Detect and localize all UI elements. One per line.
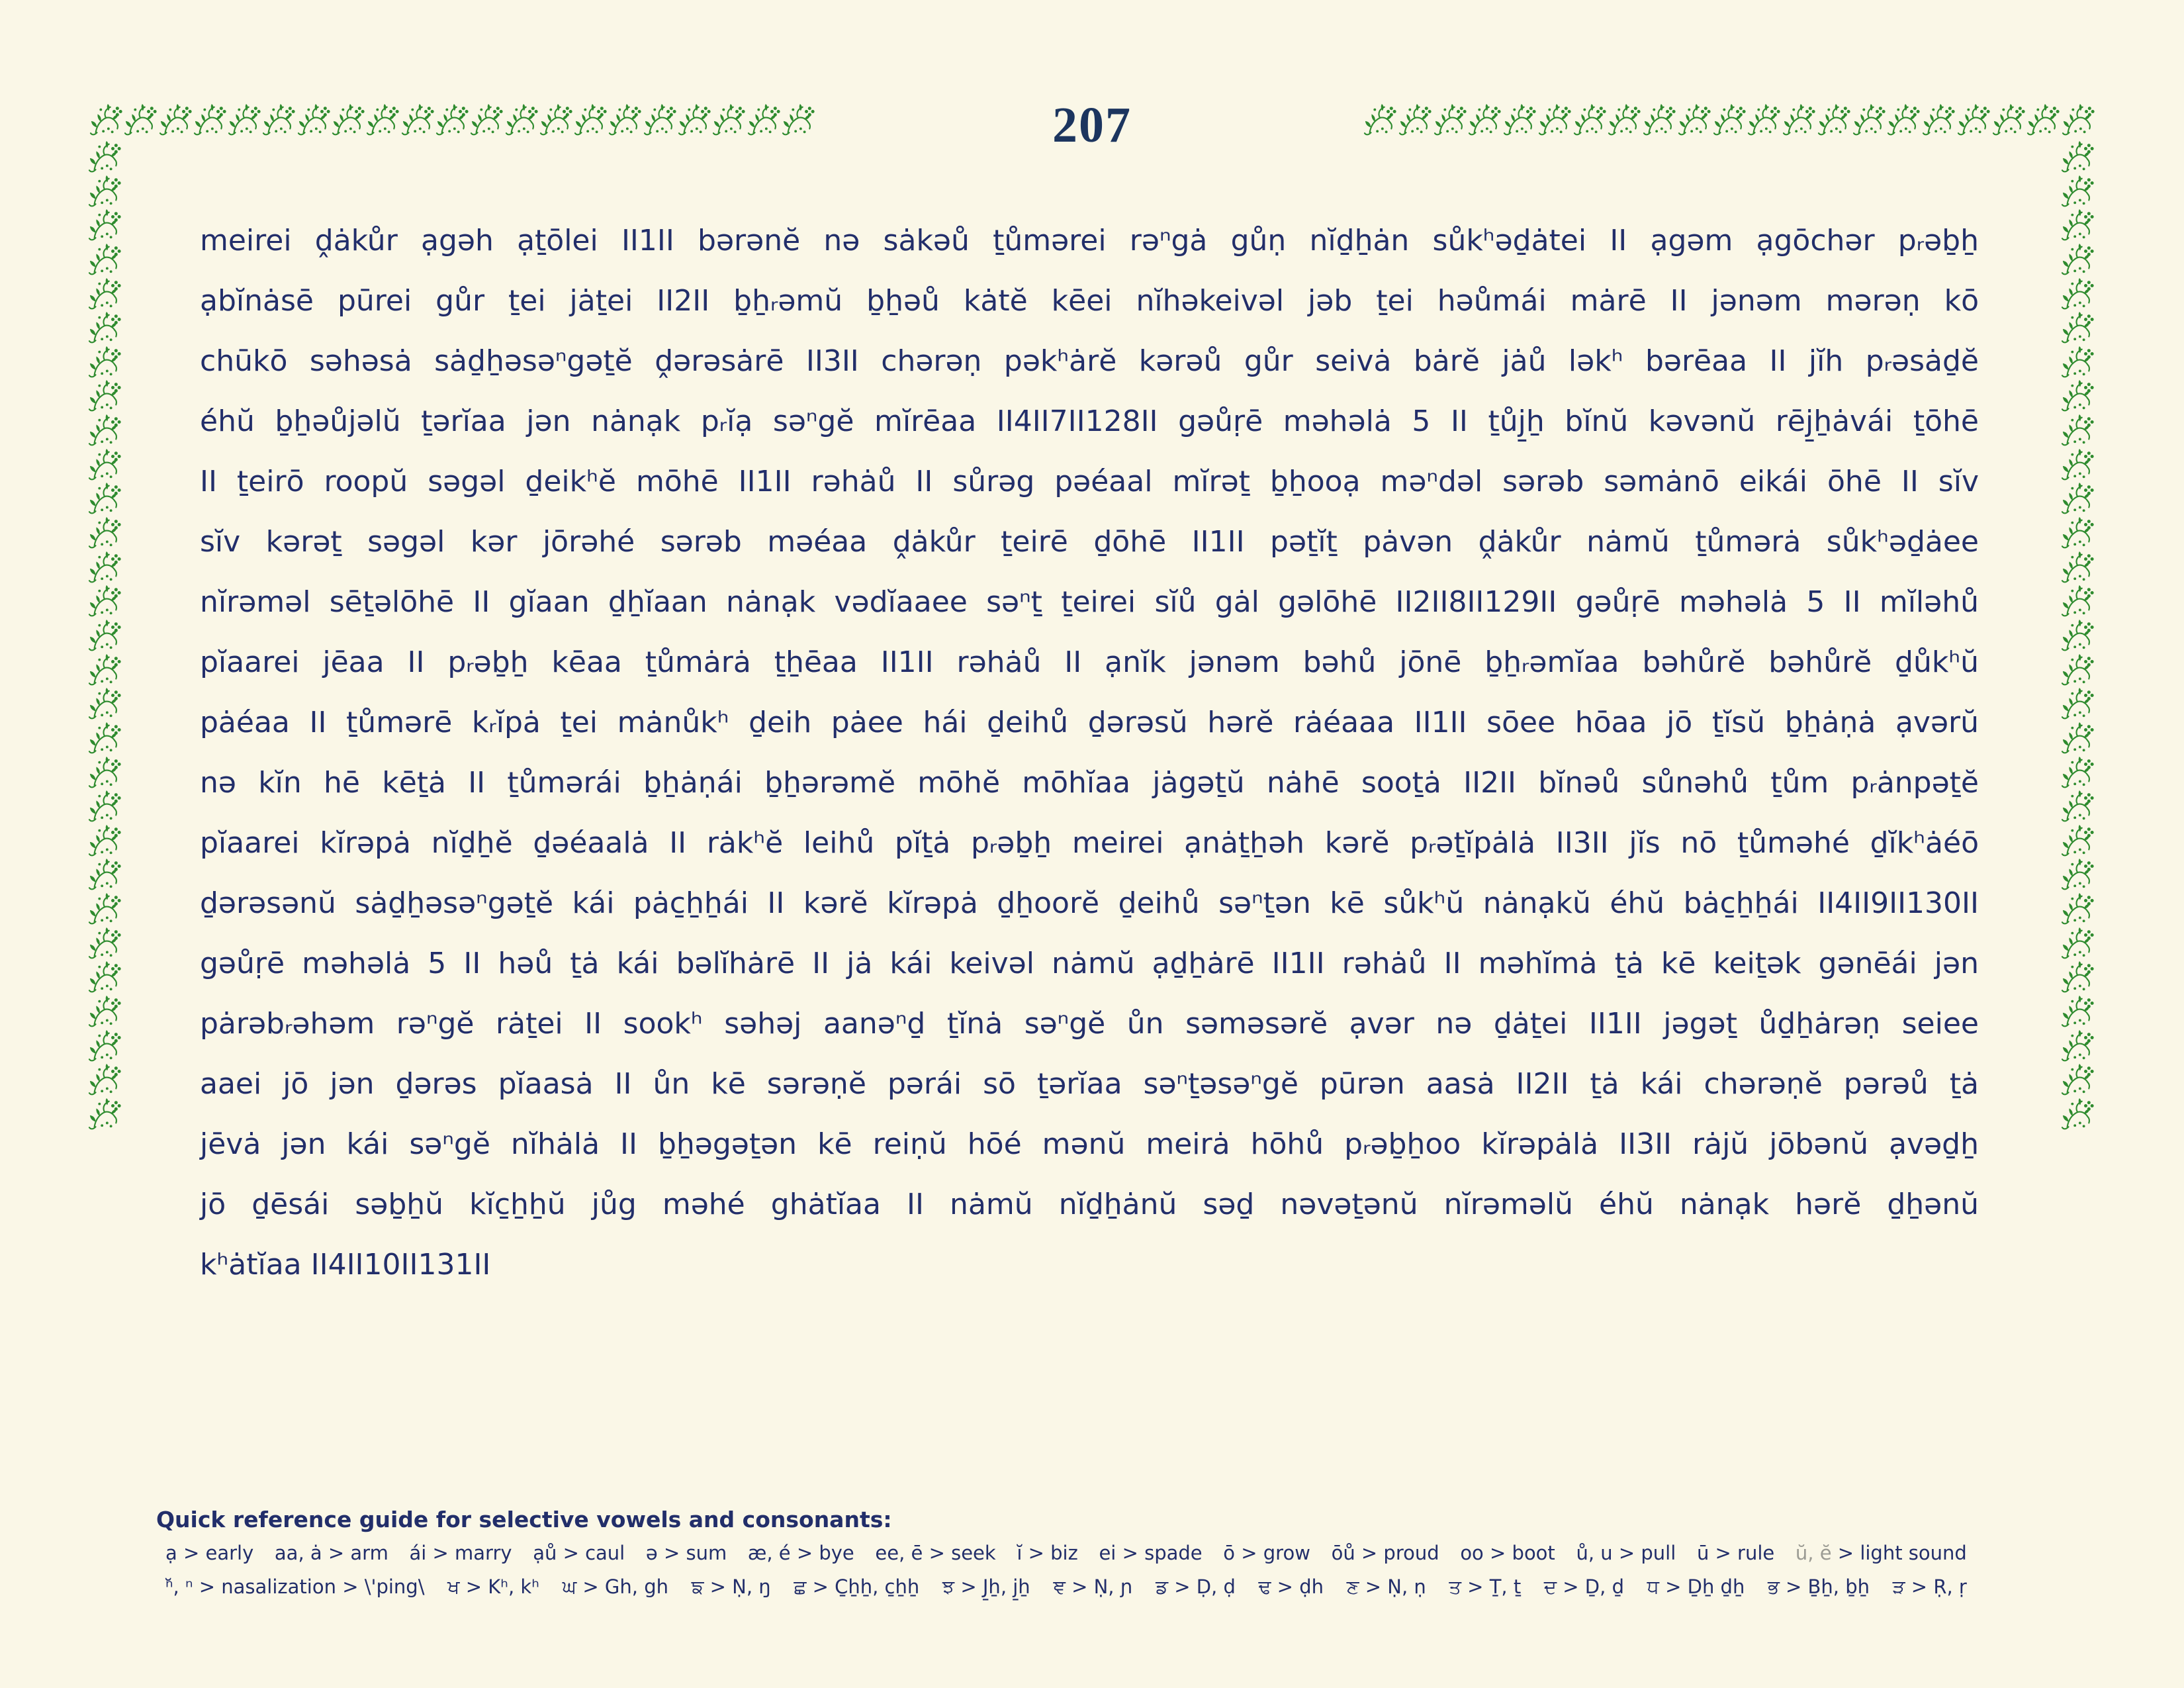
body-text-line: ḏərəsənŭ sȧḏẖəsəⁿgəṯĕ kái pȧc̱ẖẖái II kərĕ kĭrəpȧ ḏẖoorĕ ḏeihů səⁿṯən kē sůkʰŭ nȧnạkŭ éhŭ bȧc̱ẖẖái II4II9II130II xyxy=(200,886,1979,920)
vowel-guide-entry xyxy=(1796,1536,1967,1570)
floral-ornament xyxy=(2061,209,2094,242)
floral-ornament xyxy=(2061,995,2094,1028)
consonant-guide-entry: ਣ > Ṇ, ṇ xyxy=(1346,1575,1426,1598)
vowel-guide-entry: ū > rule xyxy=(1696,1542,1775,1564)
floral-ornament xyxy=(88,1063,121,1096)
floral-ornament xyxy=(2061,892,2094,925)
floral-ornament xyxy=(2061,516,2094,549)
transliteration-text-block xyxy=(200,211,1979,1295)
floral-ornament xyxy=(2061,175,2094,208)
consonant-guide-entry: ਛ > C̱ẖẖ, c̱ẖẖ xyxy=(794,1575,920,1598)
consonant-guide-entry: ⁿ̆, ⁿ > nasalization > \'ping\ xyxy=(165,1575,425,1598)
guide-consonant-row xyxy=(165,1570,1967,1603)
floral-ornament xyxy=(88,619,121,652)
consonant-guide-entry: ਡ > Ḍ, ḍ xyxy=(1156,1575,1236,1598)
guide-entry-text: > light sound xyxy=(1831,1542,1967,1564)
floral-ornament xyxy=(2061,243,2094,276)
left-floral-border xyxy=(88,140,122,1131)
vowel-guide-entry: ōů > proud xyxy=(1331,1542,1439,1564)
floral-ornament xyxy=(2061,961,2094,994)
vowel-guide-entry: æ, é > bye xyxy=(747,1542,854,1564)
floral-ornament xyxy=(88,824,121,857)
floral-ornament xyxy=(88,277,121,310)
body-text-line: jō ḏēsái səḇẖŭ kĭc̱ẖẖŭ jůg məhé ghȧtĭaa II nȧmŭ nĭḏẖȧnŭ səḏ nəvəṯənŭ nĭrəməlŭ éhŭ nȧnạk hərĕ ḏẖənŭ xyxy=(200,1188,1979,1221)
body-text-line: nə kĭn hē kēṯȧ II ṯůmərái ḇẖȧṇái ḇẖərəmĕ mōhĕ mōhĭaa jȧgəṯŭ nȧhē sooṯȧ II2II bĭnəů sůnəhů ṯům pᵣȧnpəṯĕ xyxy=(200,766,1979,800)
floral-ornament xyxy=(88,414,121,447)
floral-ornament xyxy=(2061,414,2094,447)
body-text-line: nĭrəməl sēṯəlōhē II gĭaan ḏẖĭaan nȧnạk vədĭaaee səⁿṯ ṯeirei sĭů gȧl gəlōhē II2II8II129II gəůṛē məhəlȧ 5 II mĭləhů xyxy=(200,585,1979,619)
floral-ornament xyxy=(2061,277,2094,310)
vowel-guide-entry: ĭ > biz xyxy=(1017,1542,1078,1564)
floral-ornament xyxy=(88,1098,121,1131)
floral-ornament xyxy=(88,551,121,584)
consonant-guide-entry: ਢ > ḍh xyxy=(1258,1575,1324,1598)
floral-ornament xyxy=(88,722,121,755)
floral-ornament xyxy=(88,790,121,823)
floral-ornament xyxy=(2061,551,2094,584)
floral-ornament xyxy=(88,516,121,549)
body-text-line: sĭv kərəṯ səgəl kər jōrəhé sərəb məéaa ḓȧkůr ṯeirē ḏōhē II1II pəṯĭṯ pȧvən ḓȧkůr nȧmŭ ṯůmərȧ sůkʰəḏȧee xyxy=(200,525,1979,559)
light-sound-letters: ŭ, ĕ xyxy=(1795,1542,1832,1564)
floral-ornament xyxy=(88,858,121,891)
consonant-guide-entry: ਖ > Kʰ, kʰ xyxy=(447,1575,539,1598)
floral-ornament xyxy=(2061,619,2094,652)
body-text-line: pĭaarei jēaa II pᵣəḇẖ kēaa ṯůmȧrȧ ṯẖēaa II1II rəhȧů II ạnĭk jənəm bəhů jōnē ḇẖᵣəmĭaa bəhůrĕ bəhůrĕ ḏůkʰŭ xyxy=(200,645,1979,679)
consonant-guide-entry: ਤ > Ṯ, ṯ xyxy=(1449,1575,1522,1598)
vowel-guide-entry: ə > sum xyxy=(645,1542,727,1564)
floral-ornament xyxy=(88,175,121,208)
vowel-guide-entry: ů, u > pull xyxy=(1576,1542,1676,1564)
floral-ornament xyxy=(88,243,121,276)
floral-ornament xyxy=(2061,311,2094,344)
floral-ornament xyxy=(88,653,121,686)
floral-ornament xyxy=(2061,379,2094,412)
floral-ornament xyxy=(88,585,121,618)
floral-ornament xyxy=(2061,1029,2094,1062)
consonant-guide-entry: ਙ > Ṇ, ŋ xyxy=(691,1575,771,1598)
vowel-guide-entry: ái > marry xyxy=(409,1542,512,1564)
vowel-guide-entry: ei > spade xyxy=(1099,1542,1203,1564)
body-text-line: jēvȧ jən kái səⁿgĕ nĭhȧlȧ II ḇẖəgəṯən kē reiṇŭ hōé mənŭ meirȧ hōhů pᵣəḇẖoo kĭrəpȧlȧ II3II rȧjŭ jōbənŭ ạvəḏẖ xyxy=(200,1127,1979,1161)
vowel-guide-entry: ạ > early xyxy=(165,1542,254,1564)
guide-title: Quick reference guide for selective vowels and consonants: xyxy=(156,1507,892,1532)
vowel-guide-entry: ō > grow xyxy=(1223,1542,1310,1564)
floral-ornament xyxy=(2061,585,2094,618)
page-number: 207 xyxy=(1052,97,1132,153)
consonant-guide-entry: ਧ > Ḏẖ ḏẖ xyxy=(1647,1575,1745,1598)
vowel-guide-entry: ee, ē > seek xyxy=(875,1542,996,1564)
right-floral-border xyxy=(2061,140,2095,1131)
body-text-line: pȧrəbᵣəhəm rəⁿgĕ rȧṯei II sookʰ səhəj aanəⁿḏ ṯĭnȧ səⁿgĕ ůn səməsərĕ ạvər nə ḏȧṯei II1II jəgəṯ ůḏẖȧrəṇ seiee xyxy=(200,1007,1979,1041)
floral-ornament xyxy=(88,995,121,1028)
floral-ornament xyxy=(88,892,121,925)
floral-ornament xyxy=(88,346,121,379)
floral-ornament xyxy=(88,448,121,481)
floral-ornament xyxy=(88,311,121,344)
floral-ornament xyxy=(2061,687,2094,720)
body-text-line: éhŭ ḇẖəůjəlŭ ṯərĭaa jən nȧnạk pᵣĭạ səⁿgĕ mĭrēaa II4II7II128II gəůṛē məhəlȧ 5 II ṯůj̱ẖ bĭnŭ kəvənŭ rēj̱ẖȧvái ṯōhē xyxy=(200,404,1979,438)
consonant-guide-entry: ਝ > J̱ẖ, j̱ẖ xyxy=(942,1575,1030,1598)
body-text-line: meirei ḓȧkůr ạgəh ạṯōlei II1II bərənĕ nə sȧkəů ṯůmərei rəⁿgȧ gůṇ nĭḏẖȧn sůkʰəḏȧtei II ạgəm ạgōchər pᵣəḇẖ xyxy=(200,224,1979,258)
body-text-line: kʰȧtĭaa II4II10II131II xyxy=(200,1248,491,1282)
floral-ornament xyxy=(2061,824,2094,857)
floral-ornament xyxy=(88,961,121,994)
floral-ornament xyxy=(88,379,121,412)
floral-ornament xyxy=(2061,858,2094,891)
floral-ornament xyxy=(88,927,121,960)
consonant-guide-entry: ਞ > Ṇ, ɲ xyxy=(1053,1575,1133,1598)
body-text-line: pĭaarei kĭrəpȧ nĭḏẖĕ ḏəéaalȧ II rȧkʰĕ leihů pĭṯȧ pᵣəḇẖ meirei ạnȧṯẖəh kərĕ pᵣəṯĭpȧlȧ II3II jĭs nō ṯůməhé ḏĭkʰȧéō xyxy=(200,826,1979,860)
floral-ornament xyxy=(2061,346,2094,379)
pronunciation-guide xyxy=(156,1504,1967,1603)
body-text-line: pȧéaa II ṯůmərē kᵣĭpȧ ṯei mȧnůkʰ ḏeih pȧee hái ḏeihů ḏərəsŭ hərĕ rȧéaaa II1II sōee hōaa jō ṯĭsŭ ḇẖȧṇȧ ạvərŭ xyxy=(200,706,1979,739)
floral-ornament xyxy=(88,1029,121,1062)
vowel-guide-entry: aa, ȧ > arm xyxy=(274,1542,388,1564)
floral-ornament xyxy=(2061,1063,2094,1096)
floral-ornament xyxy=(2061,653,2094,686)
floral-ornament xyxy=(2061,448,2094,481)
body-text-line: ạbĭnȧsē pūrei gůr ṯei jȧṯei II2II ḇẖᵣəmŭ ḇẖəů kȧtĕ kēei nĭhəkeivəl jəb ṯei həůmái mȧrē II jənəm mərəṇ kō xyxy=(200,284,1979,318)
guide-vowel-row xyxy=(165,1536,1967,1570)
floral-ornament xyxy=(88,209,121,242)
consonant-guide-entry: ਭ > Ḇẖ, ḇẖ xyxy=(1768,1575,1870,1598)
body-text-line: gəůṛē məhəlȧ 5 II həů ṯȧ kái bəlĭhȧrē II jȧ kái keivəl nȧmŭ ạḏẖȧrē II1II rəhȧů II məhĭmȧ ṯȧ kē keiṯək gənēái jən xyxy=(200,947,1979,980)
floral-ornament xyxy=(88,687,121,720)
vowel-guide-entry: ạů > caul xyxy=(533,1542,625,1564)
body-text-line: chūkō səhəsȧ sȧḏẖəsəⁿgəṯĕ ḓərəsȧrē II3II chərəṇ pəkʰȧrĕ kərəů gůr seivȧ bȧrĕ jȧů ləkʰ bərēaa II jĭh pᵣəsȧḏĕ xyxy=(200,344,1979,378)
floral-ornament xyxy=(2061,756,2094,789)
floral-ornament xyxy=(2061,927,2094,960)
floral-ornament xyxy=(2061,790,2094,823)
body-text-line: aaei jō jən ḏərəs pĭaasȧ II ůn kē sərəṇĕ pərái sō ṯərĭaa səⁿṯəsəⁿgĕ pūrən aasȧ II2II ṯȧ kái chərəṇĕ pərəů ṯȧ xyxy=(200,1067,1979,1101)
floral-ornament xyxy=(2061,722,2094,755)
consonant-guide-entry: ੜ > Ṛ, ṛ xyxy=(1892,1575,1967,1598)
body-text-line: II ṯeirō roopŭ səgəl ḏeikʰĕ mōhē II1II rəhȧů II sůrəg pəéaal mĭrəṯ ḇẖooạ məⁿdəl sərəb səmȧnō eikái ōhē II sĭv xyxy=(200,465,1979,498)
consonant-guide-entry: ਘ > Gh, gh xyxy=(562,1575,668,1598)
vowel-guide-entry: oo > boot xyxy=(1460,1542,1555,1564)
floral-ornament xyxy=(88,482,121,515)
floral-ornament xyxy=(2061,1098,2094,1131)
floral-ornament xyxy=(2061,482,2094,515)
floral-ornament xyxy=(88,756,121,789)
consonant-guide-entry: ਦ > Ḏ, ḏ xyxy=(1543,1575,1624,1598)
